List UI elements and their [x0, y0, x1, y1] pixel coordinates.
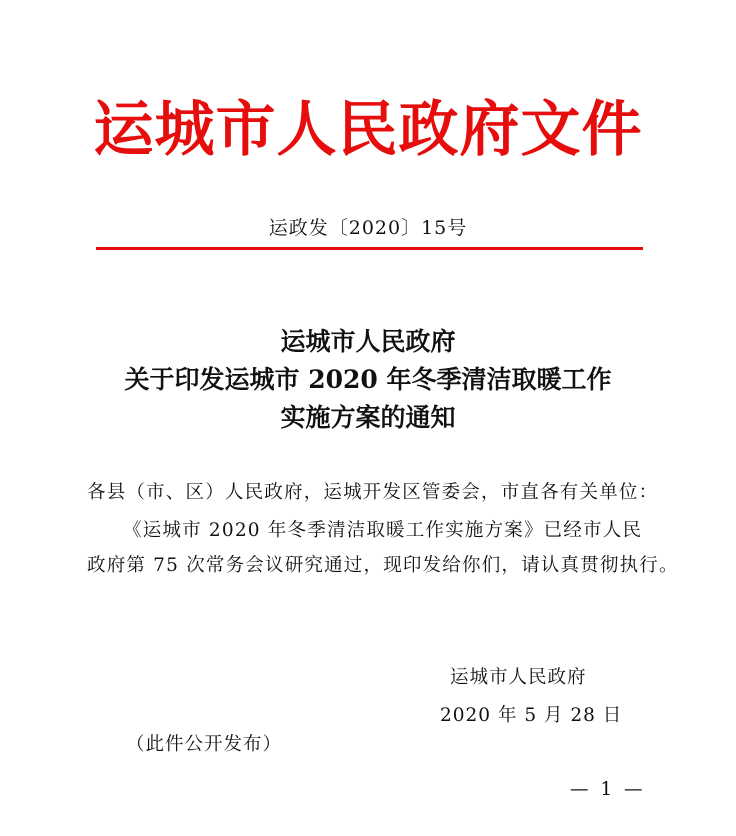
- notice-title-line-3: 实施方案的通知: [280, 403, 456, 432]
- issuer-signature: 运城市人民政府: [450, 667, 587, 688]
- notice-title-line-1: 运城市人民政府: [280, 327, 456, 356]
- addressee-line: 各县（市、区）人民政府，运城开发区管委会，市直各有关单位：: [87, 482, 659, 503]
- body-paragraph-line-1: 《运城市 2020 年冬季清洁取暖工作实施方案》已经市人民: [123, 520, 643, 541]
- public-release-note: （此件公开发布）: [126, 734, 283, 755]
- issue-date: 2020 年 5 月 28 日: [440, 705, 623, 726]
- notice-title-line-2: 关于印发运城市 2020 年冬季清洁取暖工作: [124, 365, 612, 394]
- masthead-title: 运城市人民政府文件: [93, 95, 643, 165]
- document-number: 运政发〔2020〕15号: [268, 217, 468, 239]
- page-number: — 1 —: [570, 779, 646, 800]
- body-paragraph-line-2: 政府第 75 次常务会议研究通过，现印发给你们，请认真贯彻执行。: [87, 555, 679, 576]
- red-separator-line: [96, 247, 643, 250]
